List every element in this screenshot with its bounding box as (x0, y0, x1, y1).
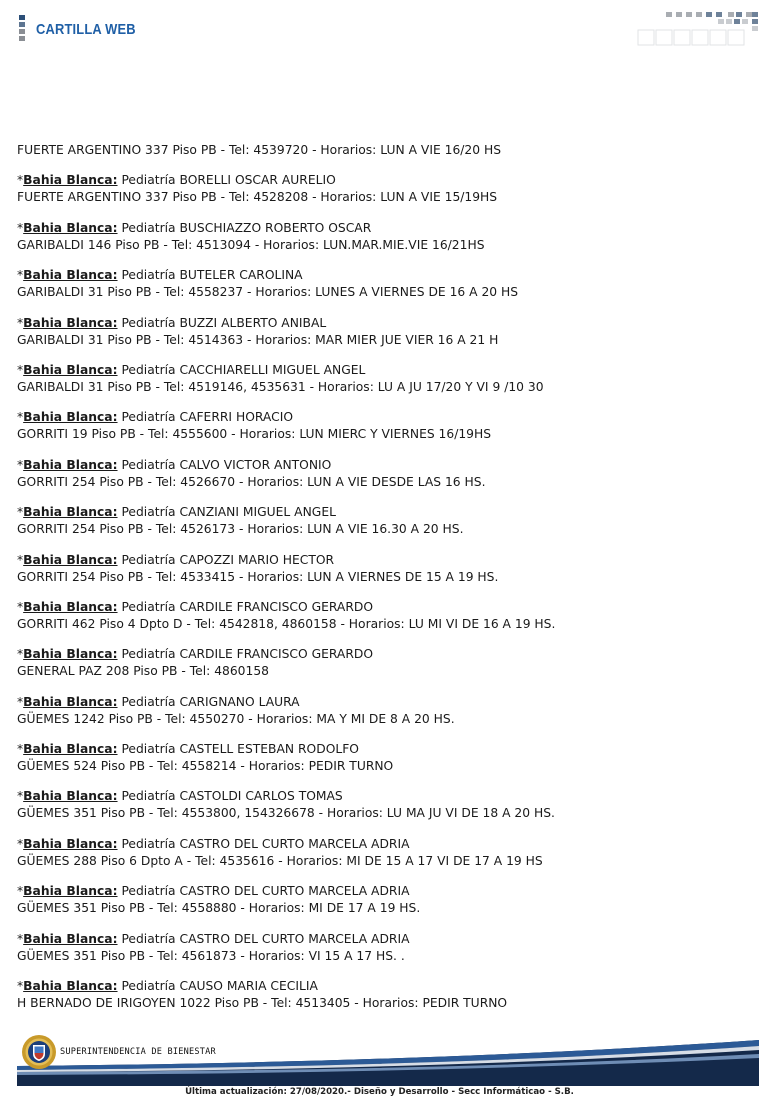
list-item (17, 836, 747, 870)
city-label: Bahia Blanca: (23, 505, 118, 520)
asterisk-marker: * (17, 457, 24, 472)
address-line: GÜEMES 351 Piso PB - Tel: 4558880 - Horarios: MI DE 17 A 19 HS. (17, 901, 421, 916)
list-item (17, 788, 747, 822)
address-line: GÜEMES 1242 Piso PB - Tel: 4550270 - Horarios: MA Y MI DE 8 A 20 HS. (17, 711, 455, 726)
entry-header-line (17, 788, 747, 805)
city-label: Bahia Blanca: (23, 979, 118, 994)
address-line: FUERTE ARGENTINO 337 Piso PB - Tel: 4528208 - Horarios: LUN A VIE 15/19HS (17, 190, 498, 205)
provider-name: Pediatría CARIGNANO LAURA (121, 694, 300, 709)
asterisk-marker: * (17, 362, 24, 377)
city-label: Bahia Blanca: (23, 220, 118, 235)
provider-name: Pediatría CANZIANI MIGUEL ANGEL (121, 505, 336, 520)
address-line: GORRITI 19 Piso PB - Tel: 4555600 - Horarios: LUN MIERC Y VIERNES 16/19HS (17, 427, 492, 442)
address-line: H BERNADO DE IRIGOYEN 1022 Piso PB - Tel: 4513405 - Horarios: PEDIR TURNO (17, 996, 508, 1011)
city-label: Bahia Blanca: (23, 931, 118, 946)
entry-header-line (17, 362, 747, 379)
city-label: Bahia Blanca: (23, 410, 118, 425)
entry-header-line (17, 172, 747, 189)
asterisk-marker: * (17, 884, 24, 899)
city-label: Bahia Blanca: (23, 599, 118, 614)
list-item (17, 409, 747, 443)
asterisk-marker: * (17, 836, 24, 851)
provider-name: Pediatría BORELLI OSCAR AURELIO (121, 173, 336, 188)
address-line: GÜEMES 351 Piso PB - Tel: 4561873 - Horarios: VI 15 A 17 HS. . (17, 948, 405, 963)
provider-name: Pediatría BUTELER CAROLINA (121, 268, 303, 283)
provider-list (17, 142, 747, 1025)
entry-header-line (17, 457, 747, 474)
list-item (17, 552, 747, 586)
entry-header-line (17, 978, 747, 995)
address-line: GORRITI 254 Piso PB - Tel: 4526173 - Horarios: LUN A VIE 16.30 A 20 HS. (17, 522, 464, 537)
city-label: Bahia Blanca: (23, 315, 118, 330)
entry-header-line (17, 836, 747, 853)
provider-name: Pediatría CARDILE FRANCISCO GERARDO (121, 599, 374, 614)
list-item (17, 504, 747, 538)
entry-header-line (17, 315, 747, 332)
list-item (17, 646, 747, 680)
address-line: GORRITI 254 Piso PB - Tel: 4533415 - Horarios: LUN A VIERNES DE 15 A 19 HS. (17, 569, 499, 584)
entry-header-line (17, 409, 747, 426)
provider-name: Pediatría CAPOZZI MARIO HECTOR (121, 552, 335, 567)
page-footer (0, 1028, 759, 1101)
provider-name: Pediatría CARDILE FRANCISCO GERARDO (121, 647, 374, 662)
address-line: GORRITI 462 Piso 4 Dpto D - Tel: 4542818, 4860158 - Horarios: LU MI VI DE 16 A 19 HS. (17, 616, 556, 631)
provider-name: Pediatría CASTOLDI CARLOS TOMAS (121, 789, 343, 804)
entry-header-line (17, 694, 747, 711)
city-label: Bahia Blanca: (23, 789, 118, 804)
address-line: GÜEMES 524 Piso PB - Tel: 4558214 - Horarios: PEDIR TURNO (17, 759, 394, 774)
asterisk-marker: * (17, 552, 24, 567)
asterisk-marker: * (17, 220, 24, 235)
provider-name: Pediatría BUSCHIAZZO ROBERTO OSCAR (121, 220, 372, 235)
provider-name: Pediatría CASTRO DEL CURTO MARCELA ADRIA (121, 931, 410, 946)
list-item (17, 457, 747, 491)
address-line: GARIBALDI 31 Piso PB - Tel: 4519146, 4535631 - Horarios: LU A JU 17/20 Y VI 9 /10 30 (17, 379, 544, 394)
entry-header-line (17, 599, 747, 616)
city-label: Bahia Blanca: (23, 268, 118, 283)
provider-name: Pediatría CAUSO MARIA CECILIA (121, 979, 318, 994)
footer-wave-banner (17, 1028, 759, 1088)
asterisk-marker: * (17, 647, 24, 662)
address-line: GÜEMES 288 Piso 6 Dpto A - Tel: 4535616 - Horarios: MI DE 15 A 17 VI DE 17 A 19 HS (17, 853, 543, 868)
entry-header-line (17, 267, 747, 284)
header-pattern-icon (636, 12, 759, 48)
asterisk-marker: * (17, 742, 24, 757)
asterisk-marker: * (17, 789, 24, 804)
provider-name: Pediatría CALVO VICTOR ANTONIO (121, 457, 332, 472)
entry-header-line (17, 646, 747, 663)
address-line: GENERAL PAZ 208 Piso PB - Tel: 4860158 (17, 664, 269, 679)
address-line: FUERTE ARGENTINO 337 Piso PB - Tel: 4539720 - Horarios: LUN A VIE 16/20 HS (17, 143, 502, 157)
list-item (17, 362, 747, 396)
asterisk-marker: * (17, 268, 24, 283)
entry-header-line (17, 883, 747, 900)
footer-note: Última actualización: 27/08/2020.- Diseño y Desarrollo - Secc Informáticao - S.B. (185, 1087, 574, 1097)
entry-header-line (17, 504, 747, 521)
address-line: GORRITI 254 Piso PB - Tel: 4526670 - Horarios: LUN A VIE DESDE LAS 16 HS. (17, 474, 486, 489)
address-line: GARIBALDI 31 Piso PB - Tel: 4558237 - Horarios: LUNES A VIERNES DE 16 A 20 HS (17, 285, 519, 300)
provider-name: Pediatría CASTRO DEL CURTO MARCELA ADRIA (121, 836, 410, 851)
list-item (17, 883, 747, 917)
address-line: GARIBALDI 31 Piso PB - Tel: 4514363 - Horarios: MAR MIER JUE VIER 16 A 21 H (17, 332, 499, 347)
entry-header-line (17, 931, 747, 948)
entry-header-line (17, 220, 747, 237)
list-item (17, 599, 747, 633)
city-label: Bahia Blanca: (23, 647, 118, 662)
asterisk-marker: * (17, 979, 24, 994)
city-label: Bahia Blanca: (23, 884, 118, 899)
list-item (17, 978, 747, 1012)
entry-header-line (17, 741, 747, 758)
page-title: CARTILLA WEB (36, 21, 136, 38)
city-label: Bahia Blanca: (23, 552, 118, 567)
city-label: Bahia Blanca: (23, 742, 118, 757)
list-item (17, 142, 747, 159)
asterisk-marker: * (17, 931, 24, 946)
asterisk-marker: * (17, 315, 24, 330)
asterisk-marker: * (17, 505, 24, 520)
entry-header-line (17, 552, 747, 569)
list-item (17, 741, 747, 775)
organization-name: SUPERINTENDENCIA DE BIENESTAR (60, 1047, 216, 1057)
city-label: Bahia Blanca: (23, 694, 118, 709)
page-header (0, 0, 759, 60)
header-bars-icon (19, 15, 25, 43)
city-label: Bahia Blanca: (23, 362, 118, 377)
list-item (17, 220, 747, 254)
asterisk-marker: * (17, 599, 24, 614)
city-label: Bahia Blanca: (23, 173, 118, 188)
provider-name: Pediatría CAFERRI HORACIO (121, 410, 294, 425)
asterisk-marker: * (17, 410, 24, 425)
provider-name: Pediatría CACCHIARELLI MIGUEL ANGEL (121, 362, 366, 377)
provider-name: Pediatría CASTRO DEL CURTO MARCELA ADRIA (121, 884, 410, 899)
provider-name: Pediatría CASTELL ESTEBAN RODOLFO (121, 742, 359, 757)
provider-name: Pediatría BUZZI ALBERTO ANIBAL (121, 315, 327, 330)
address-line: GÜEMES 351 Piso PB - Tel: 4553800, 154326678 - Horarios: LU MA JU VI DE 18 A 20 HS. (17, 806, 555, 821)
list-item (17, 267, 747, 301)
list-item (17, 694, 747, 728)
list-item (17, 172, 747, 206)
city-label: Bahia Blanca: (23, 836, 118, 851)
list-item (17, 315, 747, 349)
seal-logo-icon (21, 1034, 57, 1070)
list-item (17, 931, 747, 965)
asterisk-marker: * (17, 694, 24, 709)
city-label: Bahia Blanca: (23, 457, 118, 472)
asterisk-marker: * (17, 173, 24, 188)
address-line: GARIBALDI 146 Piso PB - Tel: 4513094 - Horarios: LUN.MAR.MIE.VIE 16/21HS (17, 237, 485, 252)
